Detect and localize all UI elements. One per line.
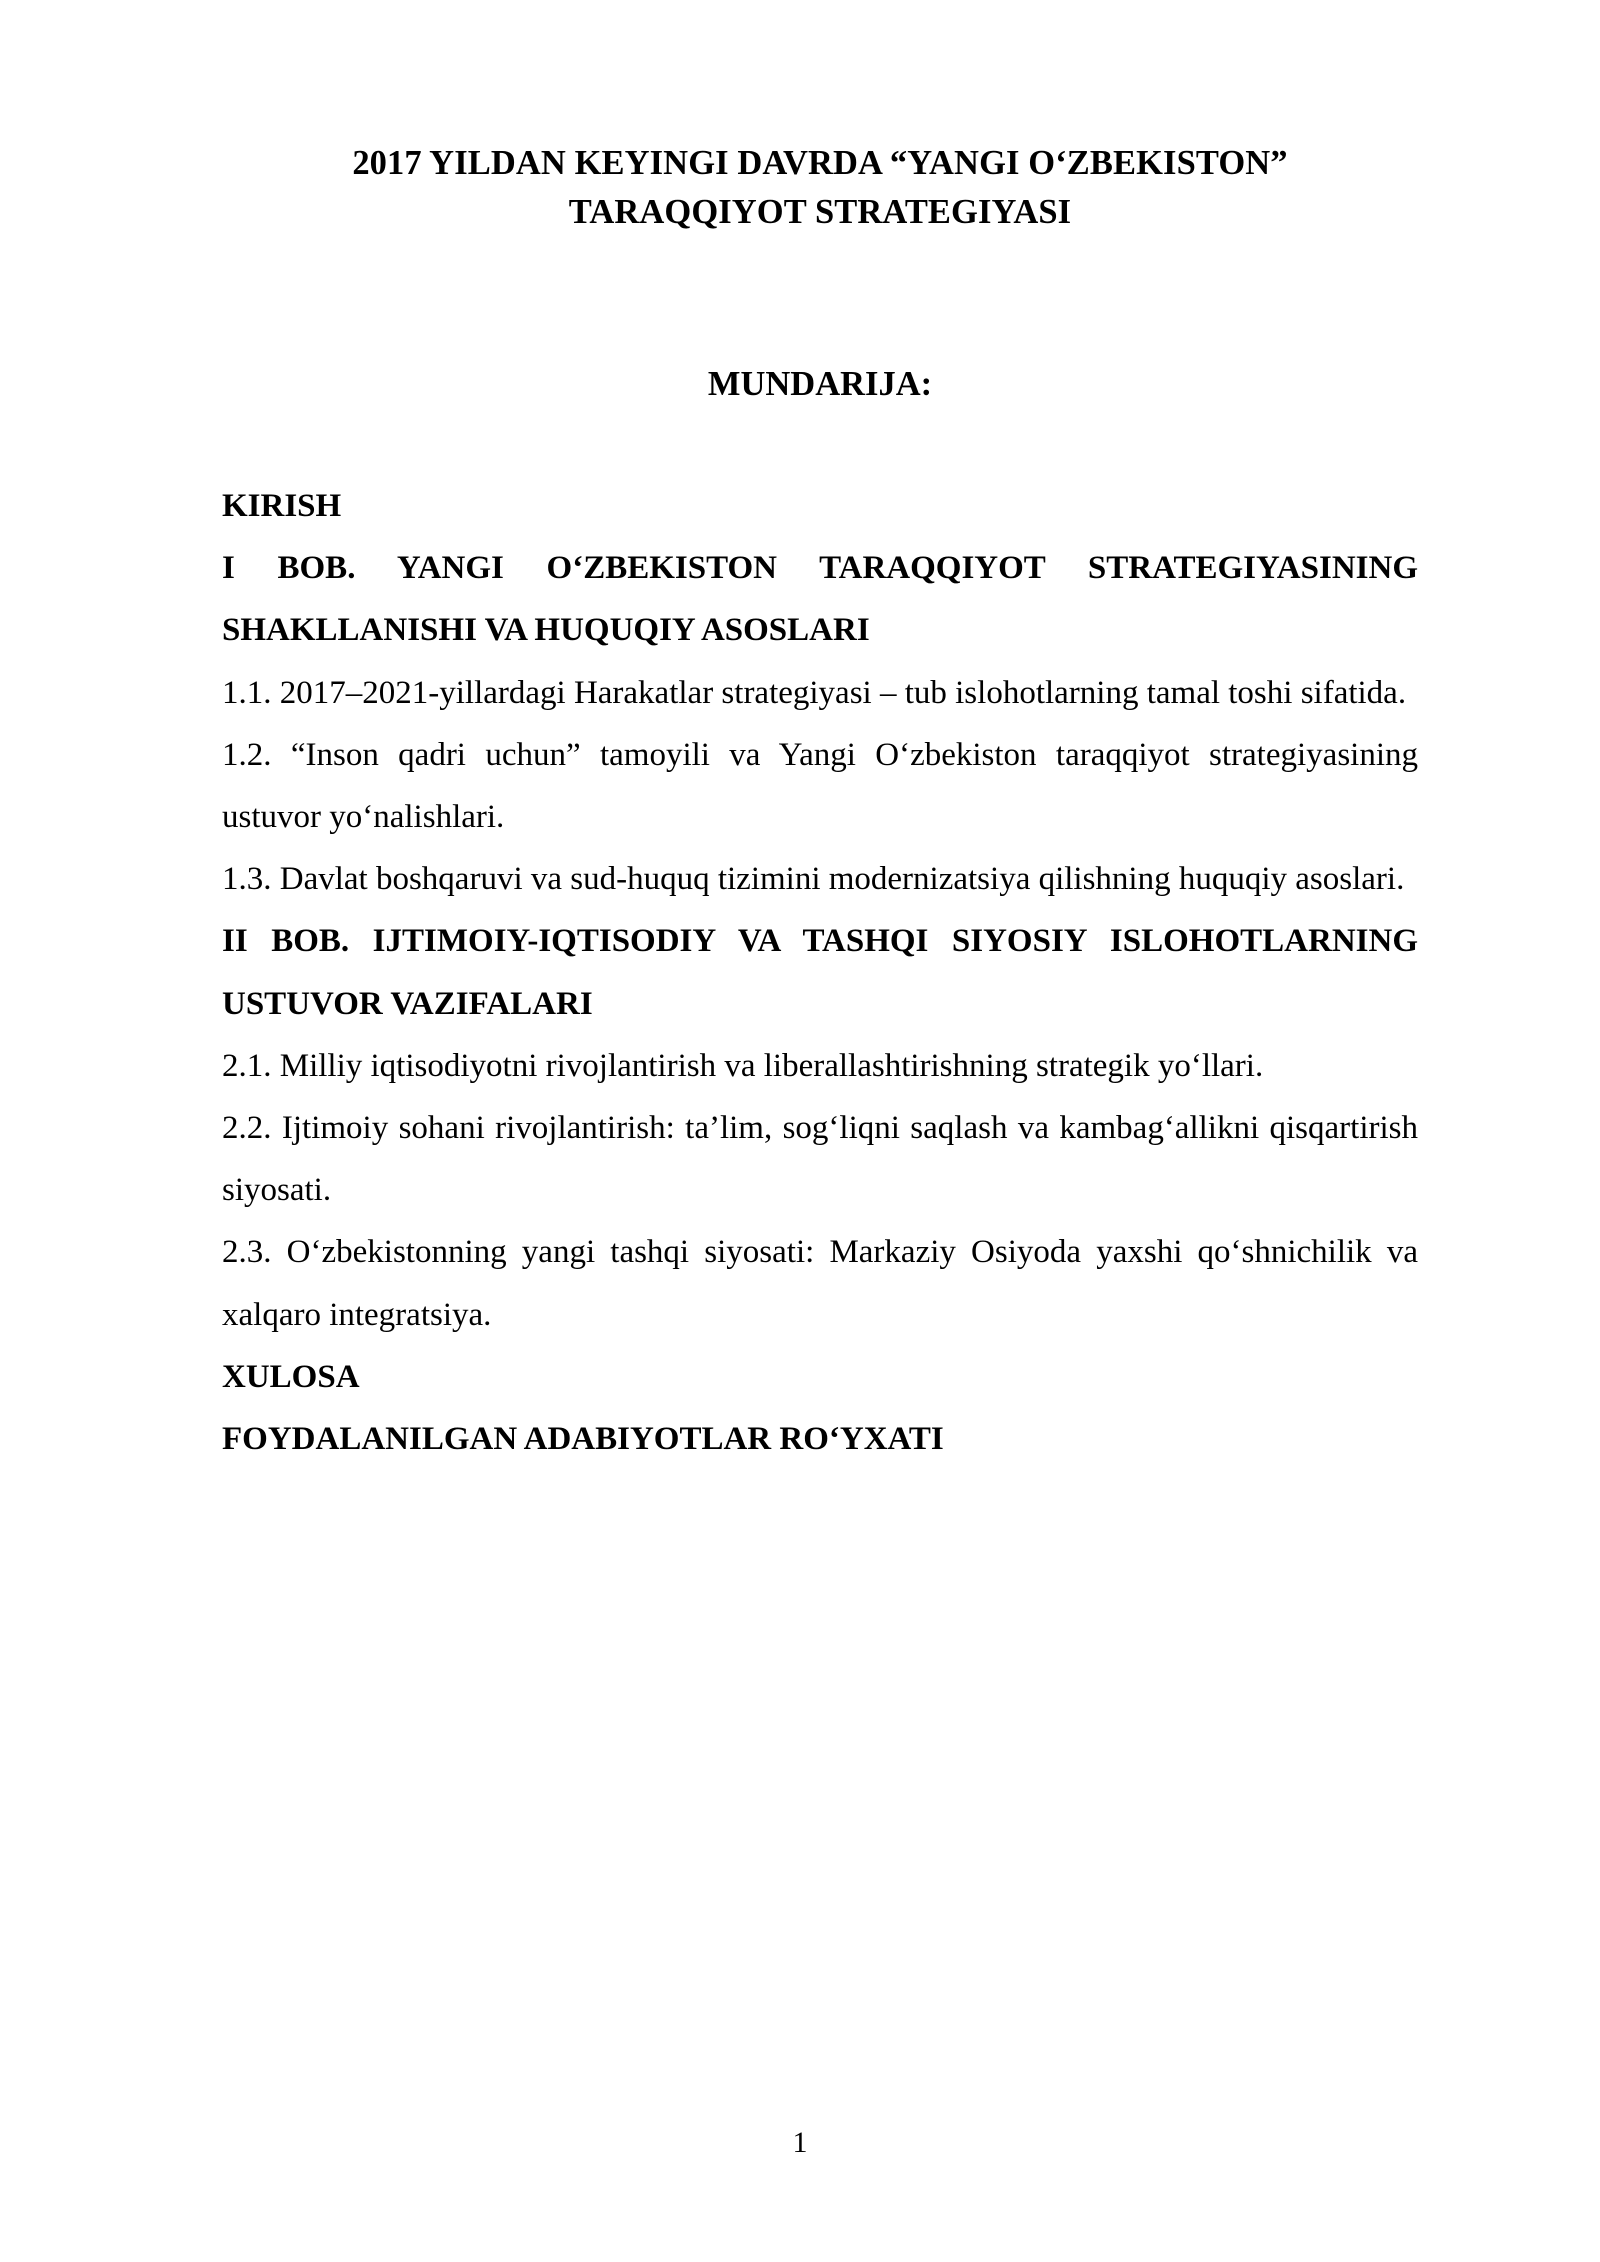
toc-entry-kirish[interactable]: KIRISH bbox=[222, 488, 342, 524]
page-title bbox=[222, 0, 1418, 237]
toc-entry-adabiyotlar[interactable]: FOYDALANILGAN ADABIYOTLAR RO‘YXATI bbox=[222, 1421, 944, 1458]
toc-entry-item-2-2[interactable]: 2.2. Ijtimoiy sohani rivojlantirish: ta’lim, sog‘liqni saqlash va kambag‘allikni qisqartirish siyosati. bbox=[222, 1110, 1418, 1209]
table-of-contents-list bbox=[222, 409, 1418, 1470]
toc-entry-bob-2[interactable]: II BOB. IJTIMOIY-IQTISODIY VA TASHQI SIYOSIY ISLOHOTLARNING USTUVOR VAZIFALARI bbox=[222, 923, 1418, 1022]
toc-entry-xulosa[interactable]: XULOSA bbox=[222, 1358, 360, 1395]
page-content bbox=[222, 0, 1418, 1470]
toc-entry-item-1-3[interactable]: 1.3. Davlat boshqaruvi va sud-huquq tizimini modernizatsiya qilishning huquqiy asoslari. bbox=[222, 861, 1405, 898]
toc-entry-item-2-3[interactable]: 2.3. O‘zbekistonning yangi tashqi siyosati: Markaziy Osiyoda yaxshi qo‘shnichilik va xalqaro integratsiya. bbox=[222, 1234, 1418, 1333]
page-number: 1 bbox=[792, 2126, 808, 2159]
toc-entry-item-1-1[interactable]: 1.1. 2017–2021-yillardagi Harakatlar strategiyasi – tub islohotlarning tamal toshi sifatida. bbox=[222, 674, 1407, 711]
table-of-contents-heading: MUNDARIJA: bbox=[707, 365, 933, 403]
page-title-line-2: TARAQQIYOT STRATEGIYASI bbox=[568, 193, 1072, 231]
toc-entry-item-1-2[interactable]: 1.2. “Inson qadri uchun” tamoyili va Yangi O‘zbekiston taraqqiyot strategiyasining ustuvor yo‘nalishlari. bbox=[222, 736, 1418, 836]
toc-entry-item-2-1[interactable]: 2.1. Milliy iqtisodiyotni rivojlantirish va liberallashtirishning strategik yo‘llari. bbox=[222, 1047, 1264, 1084]
toc-entry-bob-1[interactable]: I BOB. YANGI O‘ZBEKISTON TARAQQIYOT STRATEGIYASINING SHAKLLANISHI VA HUQUQIY ASOSLARI bbox=[222, 550, 1418, 649]
page-title-line-1: 2017 YILDAN KEYINGI DAVRDA “YANGI O‘ZBEKISTON” bbox=[352, 144, 1288, 182]
